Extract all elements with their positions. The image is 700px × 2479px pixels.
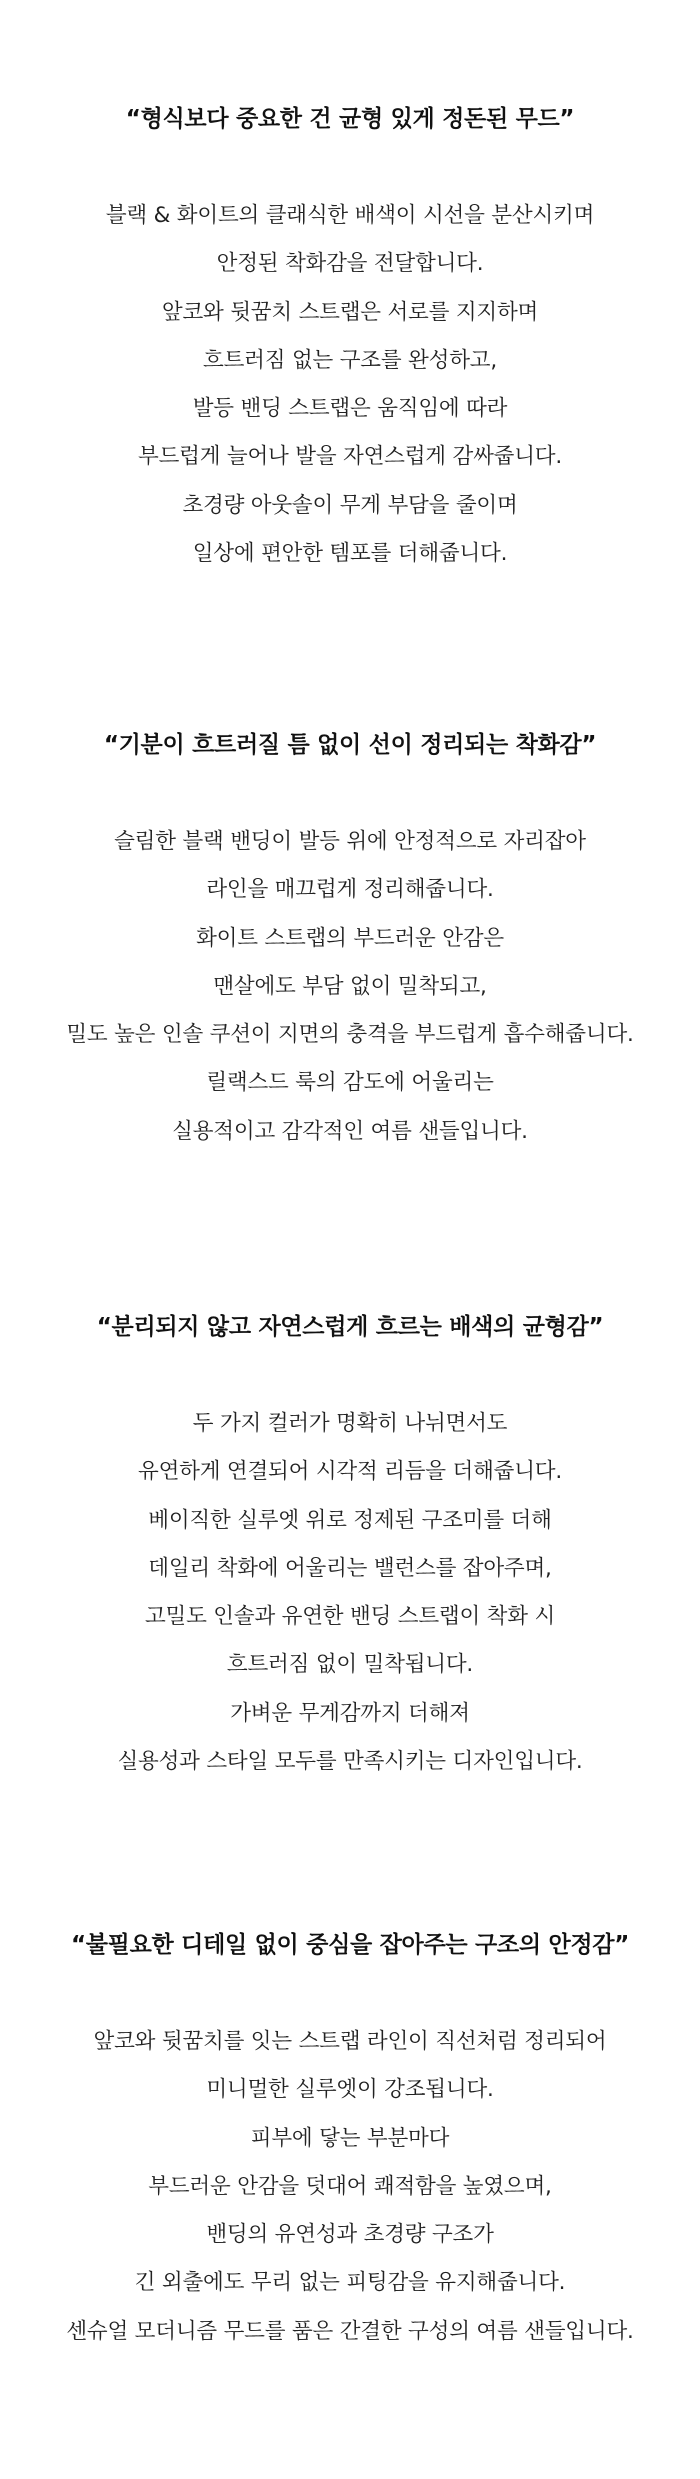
body-line: 밀도 높은 인솔 쿠션이 지면의 충격을 부드럽게 흡수해줍니다. [66, 1022, 634, 1048]
body-line: 센슈얼 모더니즘 무드를 품은 간결한 구성의 여름 샌들입니다. [66, 2318, 634, 2344]
body-line: 데일리 착화에 어울리는 밸런스를 잡아주며, [148, 1555, 552, 1581]
section-title: “기분이 흐트러질 틈 없이 선이 정리되는 착화감” [103, 732, 597, 758]
body-line: 흐트러짐 없이 밀착됩니다. [226, 1652, 474, 1678]
body-line: 고밀도 인솔과 유연한 밴딩 스트랩이 착화 시 [144, 1604, 556, 1630]
body-line: 안정된 착화감을 전달합니다. [216, 251, 484, 277]
body-line: 슬림한 블랙 밴딩이 발등 위에 안정적으로 자리잡아 [114, 829, 586, 854]
body-line: 화이트 스트랩의 부드러운 안감은 [196, 925, 504, 951]
section-body [0, 818, 700, 1156]
section-title: “분리되지 않고 자연스럽게 흐르는 배색의 균형감” [96, 1314, 604, 1340]
body-line: 두 가지 컬러가 명확히 나뉘면서도 [192, 1411, 508, 1436]
body-line: 부드럽게 늘어나 발을 자연스럽게 감싸줍니다. [138, 444, 562, 470]
body-line: 부드러운 안감을 덧대어 쾌적함을 높였으며, [148, 2173, 552, 2199]
description-section-color-balance [0, 1312, 700, 1786]
body-line: 블랙 & 화이트의 클래식한 배색이 시선을 분산시키며 [105, 203, 595, 228]
description-section-fit [0, 730, 700, 1156]
section-title: “불필요한 디테일 없이 중심을 잡아주는 구조의 안정감” [70, 1932, 630, 1958]
section-body [0, 192, 700, 578]
body-line: 릴랙스드 룩의 감도에 어울리는 [206, 1070, 494, 1096]
body-line: 라인을 매끄럽게 정리해줍니다. [206, 877, 494, 903]
body-line: 피부에 닿는 부분마다 [250, 2125, 450, 2151]
description-section-balanced-mood [0, 104, 700, 578]
body-line: 발등 밴딩 스트랩은 움직임에 따라 [192, 396, 508, 422]
body-line: 앞코와 뒷꿈치 스트랩은 서로를 지지하며 [161, 299, 539, 325]
description-section-structure [0, 1930, 700, 2356]
body-line: 흐트러짐 없는 구조를 완성하고, [203, 347, 497, 373]
section-body [0, 1400, 700, 1786]
body-line: 맨살에도 부담 없이 밀착되고, [213, 973, 487, 999]
body-line: 앞코와 뒷꿈치를 잇는 스트랩 라인이 직선처럼 정리되어 [93, 2029, 607, 2054]
body-line: 미니멀한 실루엣이 강조됩니다. [206, 2077, 494, 2103]
body-line: 베이직한 실루엣 위로 정제된 구조미를 더해 [148, 1507, 552, 1533]
body-line: 초경량 아웃솔이 무게 부담을 줄이며 [182, 492, 518, 518]
section-title: “형식보다 중요한 건 균형 있게 정돈된 무드” [125, 106, 575, 132]
body-line: 실용성과 스타일 모두를 만족시키는 디자인입니다. [117, 1749, 583, 1775]
body-line: 긴 외출에도 무리 없는 피팅감을 유지해줍니다. [134, 2270, 566, 2296]
section-body [0, 2018, 700, 2356]
body-line: 일상에 편안한 템포를 더해줍니다. [192, 541, 508, 567]
body-line: 가벼운 무게감까지 더해져 [230, 1700, 470, 1726]
body-line: 유연하게 연결되어 시각적 리듬을 더해줍니다. [138, 1459, 562, 1485]
body-line: 실용적이고 감각적인 여름 샌들입니다. [172, 1118, 528, 1144]
body-line: 밴딩의 유연성과 초경량 구조가 [206, 2222, 494, 2248]
